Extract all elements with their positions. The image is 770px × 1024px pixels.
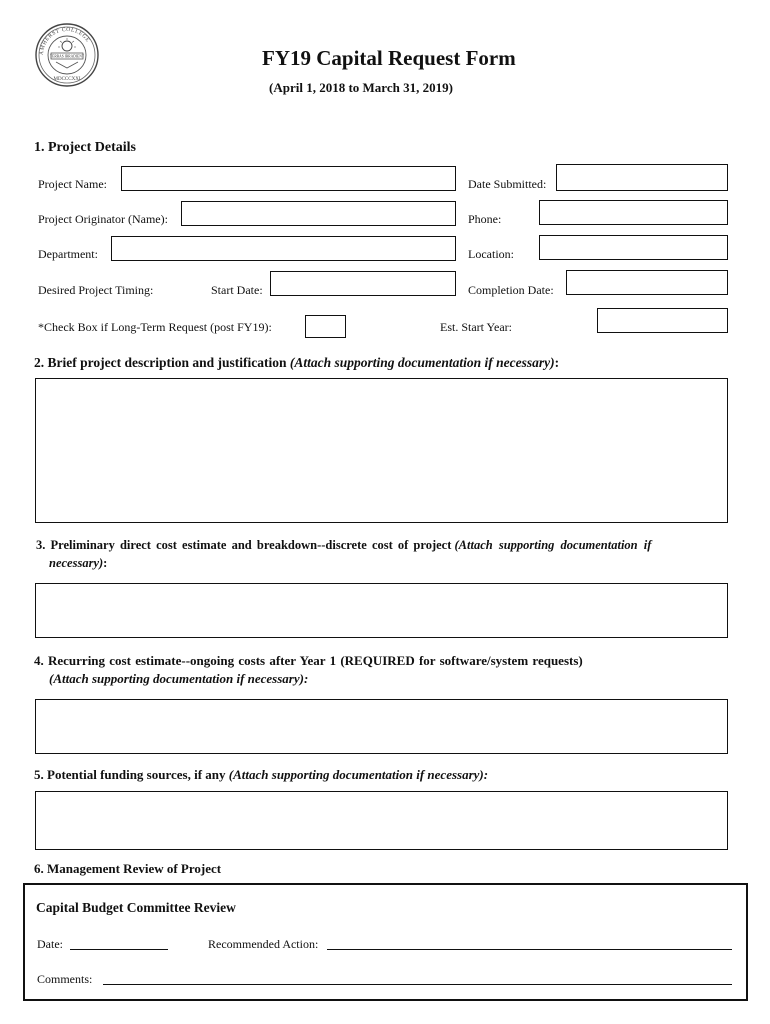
section5-note: (Attach supporting documentation if necessary):: [228, 767, 489, 782]
form-title: FY19 Capital Request Form: [262, 46, 516, 70]
phone-label: Phone:: [468, 212, 502, 226]
section3-colon: :: [103, 556, 108, 570]
comments-label: Comments:: [37, 972, 93, 986]
start-date-field[interactable]: [270, 271, 456, 296]
location-label: Location:: [468, 247, 514, 261]
section5-title: 5. Potential funding sources, if any: [34, 767, 226, 782]
project-name-label: Project Name:: [38, 177, 107, 191]
recommended-action-label: Recommended Action:: [208, 937, 319, 951]
review-date-label: Date:: [37, 937, 63, 951]
est-start-year-label: Est. Start Year:: [440, 320, 512, 334]
date-submitted-label: Date Submitted:: [468, 177, 547, 191]
section3-note-line2: necessary): [49, 556, 104, 570]
est-start-year-field[interactable]: [597, 308, 728, 333]
description-field[interactable]: [35, 378, 728, 523]
completion-date-field[interactable]: [566, 270, 728, 295]
originator-field[interactable]: [181, 201, 456, 226]
recurring-cost-field[interactable]: [35, 699, 728, 754]
section3-note-line1: (Attach supporting documentation if: [454, 538, 652, 552]
section2-colon: :: [554, 355, 560, 370]
section3-title: 3. Preliminary direct cost estimate and breakdown--discrete cost of project: [36, 538, 452, 552]
recommended-action-line[interactable]: [327, 949, 732, 950]
department-label: Department:: [38, 247, 98, 261]
section4-note: (Attach supporting documentation if necessary):: [49, 671, 309, 686]
long-term-checkbox[interactable]: [305, 315, 346, 338]
section4-heading: 4. Recurring cost estimate--ongoing costs after Year 1 (REQUIRED for software/system requests): [34, 653, 583, 668]
date-submitted-field[interactable]: [556, 164, 728, 191]
section3-heading: [36, 538, 651, 553]
timing-label: Desired Project Timing:: [38, 283, 154, 297]
section5-heading: [34, 767, 488, 783]
phone-field[interactable]: [539, 200, 728, 225]
comments-line[interactable]: [103, 984, 732, 985]
college-seal: [34, 22, 100, 88]
project-name-field[interactable]: [121, 166, 456, 191]
section2-title: 2. Brief project description and justification: [34, 355, 287, 370]
form-subtitle: (April 1, 2018 to March 31, 2019): [269, 80, 453, 95]
long-term-label: *Check Box if Long-Term Request (post FY19):: [38, 320, 272, 334]
seal-ring-text: AMHERST COLLEGE: [38, 26, 91, 56]
review-date-line[interactable]: [70, 949, 168, 950]
committee-review-panel: [23, 883, 748, 1001]
seal-band-text: TERRAS IRRADIENT: [49, 54, 85, 59]
committee-review-title: Capital Budget Committee Review: [36, 900, 236, 915]
section2-heading: [34, 355, 559, 371]
originator-label: Project Originator (Name):: [38, 212, 168, 226]
section6-heading: 6. Management Review of Project: [34, 861, 222, 876]
section3-heading-line2: [49, 556, 107, 571]
section2-note: (Attach supporting documentation if necessary): [289, 355, 555, 370]
funding-sources-field[interactable]: [35, 791, 728, 850]
start-date-label: Start Date:: [211, 283, 263, 297]
department-field[interactable]: [111, 236, 456, 261]
completion-date-label: Completion Date:: [468, 283, 554, 297]
seal-year-text: MDCCCXXI: [53, 77, 81, 82]
location-field[interactable]: [539, 235, 728, 260]
direct-cost-field[interactable]: [35, 583, 728, 638]
section1-heading: 1. Project Details: [34, 140, 136, 155]
